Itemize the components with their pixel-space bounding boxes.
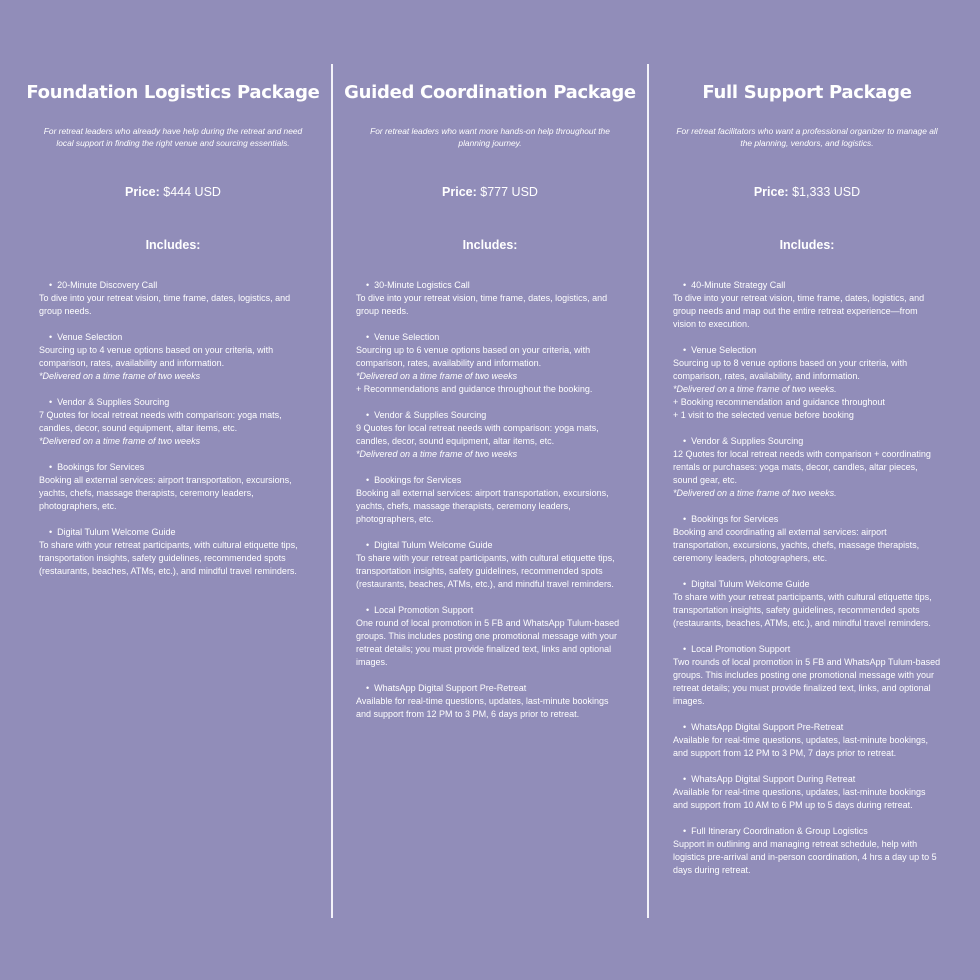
package-item-description: To share with your retreat participants, with cultural etiquette tips, transportation insights, safety guidelines, recommended spots (restaurants, beaches, ATMs, etc.), and mindful travel reminders. xyxy=(673,592,932,628)
package-item-description: 9 Quotes for local retreat needs with comparison: yoga mats, candles, decor, sound equipment, altar items, etc. xyxy=(356,423,599,446)
package-item-title: • Venue Selection xyxy=(673,344,941,357)
package-item-description: To share with your retreat participants, with cultural etiquette tips, transportation insights, safety guidelines, recommended spots (restaurants, beaches, ATMs, etc.), and mindful travel reminders. xyxy=(356,553,615,589)
package-item-title: • Bookings for Services xyxy=(356,474,624,487)
package-items xyxy=(356,279,624,734)
package-subtitle: For retreat leaders who already have help during the retreat and need local support in finding the right venue and sourcing essentials. xyxy=(43,126,303,148)
package-item-description: To dive into your retreat vision, time frame, dates, logistics, and group needs and map out the entire retreat experience—from vision to execution. xyxy=(673,293,925,329)
package-item-description: To dive into your retreat vision, time frame, dates, logistics, and group needs. xyxy=(356,293,608,316)
package-item-description: One round of local promotion in 5 FB and WhatsApp Tulum-based groups. This includes posting one promotional message with your retreat details; you must provide finalized text, links and optional images. xyxy=(356,618,620,667)
package-item-title: • Bookings for Services xyxy=(39,461,307,474)
column-divider xyxy=(647,64,649,918)
package-items xyxy=(39,279,307,591)
package-item-title: • Bookings for Services xyxy=(673,513,941,526)
package-item-description: Available for real-time questions, updates, last-minute bookings and support from 10 AM to 6 PM up to 5 days during retreat. xyxy=(673,787,926,810)
package-item xyxy=(39,331,307,383)
package-item-description: 7 Quotes for local retreat needs with comparison: yoga mats, candles, decor, sound equipment, altar items, etc. xyxy=(39,410,282,433)
package-item xyxy=(39,279,307,318)
package-item-description: Booking all external services: airport transportation, excursions, yachts, chefs, massage therapists, ceremony leaders, photographers, etc. xyxy=(356,488,609,524)
delivery-note: *Delivered on a time frame of two weeks xyxy=(39,371,201,381)
package-item-title: • 40-Minute Strategy Call xyxy=(673,279,941,292)
package-item xyxy=(673,279,941,331)
package-price xyxy=(39,185,307,199)
package-item xyxy=(673,643,941,708)
price-label: Price: xyxy=(125,185,160,199)
package-item-title: • Local Promotion Support xyxy=(356,604,624,617)
package-item xyxy=(356,474,624,526)
package-item xyxy=(356,604,624,669)
package-price xyxy=(356,185,624,199)
package-item-title: • WhatsApp Digital Support Pre-Retreat xyxy=(356,682,624,695)
package-item-title: • WhatsApp Digital Support During Retreat xyxy=(673,773,941,786)
package-item-description: Sourcing up to 6 venue options based on your criteria, with comparison, rates, availability and information. xyxy=(356,345,591,368)
package-item-description: Available for real-time questions, updates, last-minute bookings and support from 12 PM to 3 PM, 6 days prior to retreat. xyxy=(356,696,609,719)
package-item-description: Available for real-time questions, updates, last-minute bookings, and support from 12 PM to 3 PM, 7 days prior to retreat. xyxy=(673,735,928,758)
package-item-title: • Digital Tulum Welcome Guide xyxy=(356,539,624,552)
package-item-title: • Vendor & Supplies Sourcing xyxy=(356,409,624,422)
package-subtitle: For retreat leaders who want more hands-on help throughout the planning journey. xyxy=(370,126,610,148)
package-item-title: • 20-Minute Discovery Call xyxy=(39,279,307,292)
package-item xyxy=(39,461,307,513)
package-subtitle: For retreat facilitators who want a professional organizer to manage all the planning, vendors, and logistics. xyxy=(676,126,938,148)
package-item xyxy=(356,539,624,591)
package-item-description: Sourcing up to 8 venue options based on your criteria, with comparison, rates, availability, and information. xyxy=(673,358,908,381)
package-item-title: • Digital Tulum Welcome Guide xyxy=(39,526,307,539)
package-item-title: • WhatsApp Digital Support Pre-Retreat xyxy=(673,721,941,734)
package-item-description: Support in outlining and managing retreat schedule, help with logistics pre-arrival and in-person coordination, 4 hrs a day up to 5 days during retreat. xyxy=(673,839,937,875)
package-item-description: + Recommendations and guidance throughout the booking. xyxy=(356,384,593,394)
price-label: Price: xyxy=(753,185,789,199)
package-item-description: + Booking recommendation and guidance throughout xyxy=(673,397,885,407)
price-value: $1,333 USD xyxy=(792,185,861,199)
price-value: $777 USD xyxy=(480,185,538,199)
package-item xyxy=(356,682,624,721)
includes-heading: Includes: xyxy=(145,238,201,252)
price-label: Price: xyxy=(442,185,477,199)
delivery-note: *Delivered on a time frame of two weeks xyxy=(39,436,201,446)
package-item-title: • Local Promotion Support xyxy=(673,643,941,656)
package-item-description: To share with your retreat participants, with cultural etiquette tips, transportation insights, safety guidelines, recommended spots (restaurants, beaches, ATMs, etc.), and mindful travel reminders. xyxy=(39,540,298,576)
includes-heading: Includes: xyxy=(462,238,518,252)
package-title: Guided Coordination Package xyxy=(344,82,636,103)
package-item-description: To dive into your retreat vision, time frame, dates, logistics, and group needs. xyxy=(39,293,291,316)
package-item-description: + 1 visit to the selected venue before booking xyxy=(673,410,854,420)
package-item xyxy=(356,409,624,461)
price-value: $444 USD xyxy=(163,185,221,199)
package-item-title: • 30-Minute Logistics Call xyxy=(356,279,624,292)
package-item-title: • Full Itinerary Coordination & Group Logistics xyxy=(673,825,941,838)
package-item-description: Booking and coordinating all external services: airport transportation, excursions, yachts, chefs, massage therapists, ceremony leaders, photographers, etc. xyxy=(673,527,920,563)
package-price xyxy=(673,185,941,199)
package-item xyxy=(673,513,941,565)
package-item-description: Two rounds of local promotion in 5 FB and WhatsApp Tulum-based groups. This includes posting one promotional message with your retreat details; you must provide finalized text, links, and optional images. xyxy=(673,657,941,706)
package-title: Full Support Package xyxy=(702,82,912,103)
includes-heading: Includes: xyxy=(779,238,835,252)
package-item xyxy=(356,279,624,318)
package-item xyxy=(39,526,307,578)
delivery-note: *Delivered on a time frame of two weeks. xyxy=(673,384,837,394)
package-item xyxy=(673,721,941,760)
package-item-title: • Vendor & Supplies Sourcing xyxy=(39,396,307,409)
package-item xyxy=(673,344,941,422)
package-item-description: 12 Quotes for local retreat needs with comparison + coordinating rentals or purchases: yoga mats, decor, candles, altar pieces, sound gear, etc. xyxy=(673,449,931,485)
package-item xyxy=(356,331,624,396)
column-divider xyxy=(331,64,333,918)
package-item xyxy=(39,396,307,448)
package-item-title: • Venue Selection xyxy=(39,331,307,344)
package-item-title: • Digital Tulum Welcome Guide xyxy=(673,578,941,591)
package-title: Foundation Logistics Package xyxy=(26,82,320,103)
delivery-note: *Delivered on a time frame of two weeks. xyxy=(673,488,837,498)
package-item xyxy=(673,578,941,630)
package-item-title: • Vendor & Supplies Sourcing xyxy=(673,435,941,448)
package-item xyxy=(673,773,941,812)
package-item-description: Sourcing up to 4 venue options based on your criteria, with comparison, rates, availability and information. xyxy=(39,345,274,368)
package-item xyxy=(673,825,941,877)
delivery-note: *Delivered on a time frame of two weeks xyxy=(356,371,518,381)
package-item-title: • Venue Selection xyxy=(356,331,624,344)
package-item xyxy=(673,435,941,500)
package-item-description: Booking all external services: airport transportation, excursions, yachts, chefs, massage therapists, ceremony leaders, photographers, etc. xyxy=(39,475,292,511)
delivery-note: *Delivered on a time frame of two weeks xyxy=(356,449,518,459)
package-items xyxy=(673,279,941,890)
